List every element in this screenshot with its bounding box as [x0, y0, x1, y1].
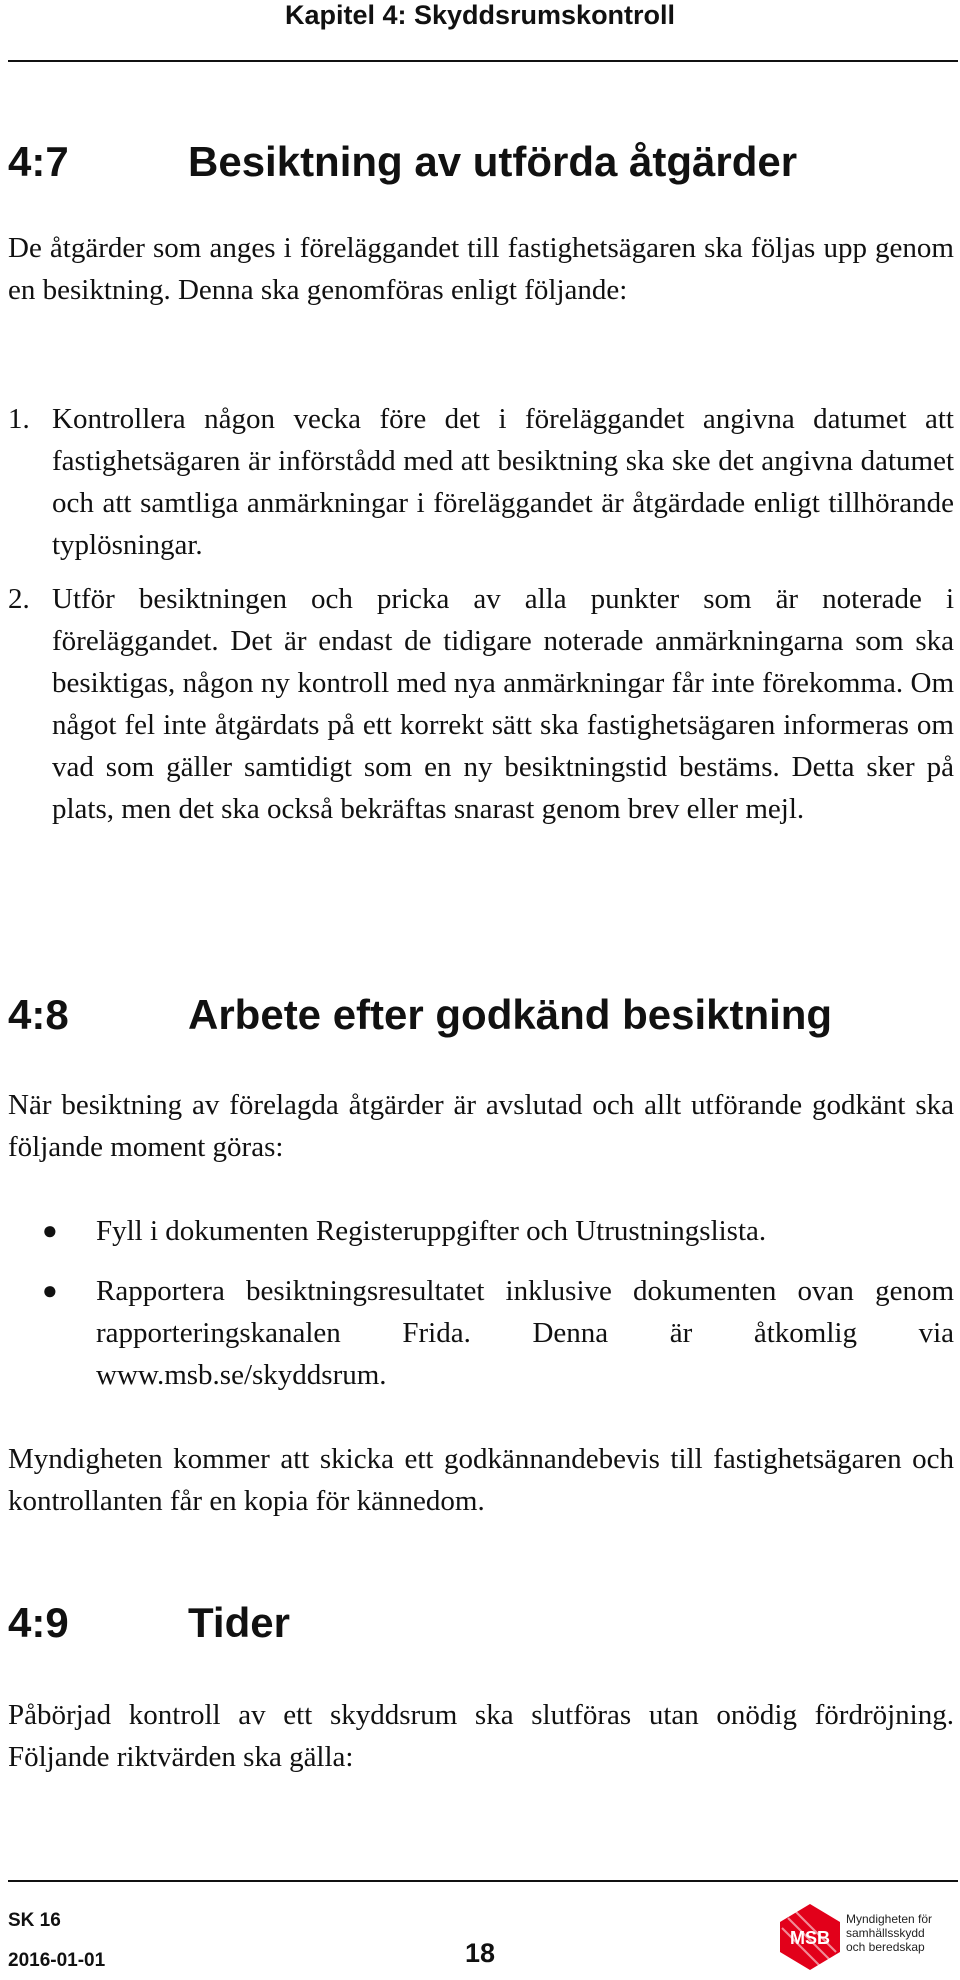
list-number: 1. [8, 403, 30, 435]
page-number: 18 [464, 1938, 496, 1968]
section-intro: När besiktning av förelagda åtgärder är avslutad och allt utförande godkänt ska följande moment göras: [8, 1089, 954, 1163]
section-number: 4:8 [8, 991, 69, 1038]
section-title: Arbete efter godkänd besiktning [188, 991, 833, 1038]
bullet-item: Rapportera besiktningsresultatet inklusive dokumenten ovan genom rapporteringskanalen Frida. Denna är åtkomlig via www.msb.se/skyddsrum. [96, 1275, 954, 1391]
section-intro: De åtgärder som anges i föreläggandet till fastighetsägaren ska följas upp genom en besiktning. Denna ska genomföras enligt följande: [8, 232, 954, 306]
document-id: SK 16 [8, 1910, 61, 1931]
list-item-text: Utför besiktningen och pricka av alla punkter som är noterade i föreläggandet. Det är endast de tidigare noterade anmärkningarna som ska besiktigas, någon ny kontroll med nya anmärkningar får inte förekomma. Om något fel inte åtgärdats på ett korrekt sätt ska fastighetsägaren informeras om vad som gäller samtidigt som en ny besiktningstid bestäms. Detta sker på plats, men det ska också bekräftas snarast genom brev eller mejl. [52, 583, 954, 825]
msb-logo-mark [778, 1902, 842, 1972]
logo-mark-text: MSB [790, 1928, 830, 1948]
document-date: 2016-01-01 [8, 1950, 106, 1971]
section-title: Besiktning av utförda åtgärder [188, 138, 798, 185]
section-number: 4:9 [8, 1599, 69, 1646]
section-heading-4-9 [8, 1598, 290, 1648]
section-intro: Påbörjad kontroll av ett skyddsrum ska slutföras utan onödig fördröjning. Följande riktvärden ska gälla: [8, 1699, 954, 1773]
logo-line: Myndigheten för [846, 1912, 933, 1926]
bullet-icon: ● [42, 1216, 58, 1245]
msb-logo-icon [778, 1902, 958, 1976]
logo-caption [846, 1912, 932, 1954]
header-divider [8, 60, 958, 62]
list-number: 2. [8, 583, 30, 615]
section-title: Tider [188, 1599, 290, 1646]
list-item-text: Kontrollera någon vecka före det i föreläggandet angivna datumet att fastighetsägaren är införstådd med att besiktning ska ske det angivna datumet och att samtliga anmärkningar i föreläggandet är åtgärdade enligt tillhörande typlösningar. [52, 403, 954, 561]
bullet-item: Fyll i dokumenten Registeruppgifter och Utrustningslista. [96, 1215, 767, 1247]
running-header: Kapitel 4: Skyddsrumskontroll [284, 0, 676, 30]
section-outro: Myndigheten kommer att skicka ett godkännandebevis till fastighetsägaren och kontrollanten får en kopia för kännedom. [8, 1443, 954, 1517]
footer-divider [8, 1880, 958, 1882]
logo-line: och beredskap [846, 1940, 925, 1954]
section-number: 4:7 [8, 138, 69, 185]
section-heading-4-7 [8, 137, 797, 187]
bullet-icon: ● [42, 1276, 58, 1305]
logo-line: samhällsskydd [846, 1926, 925, 1940]
section-heading-4-8 [8, 990, 832, 1040]
